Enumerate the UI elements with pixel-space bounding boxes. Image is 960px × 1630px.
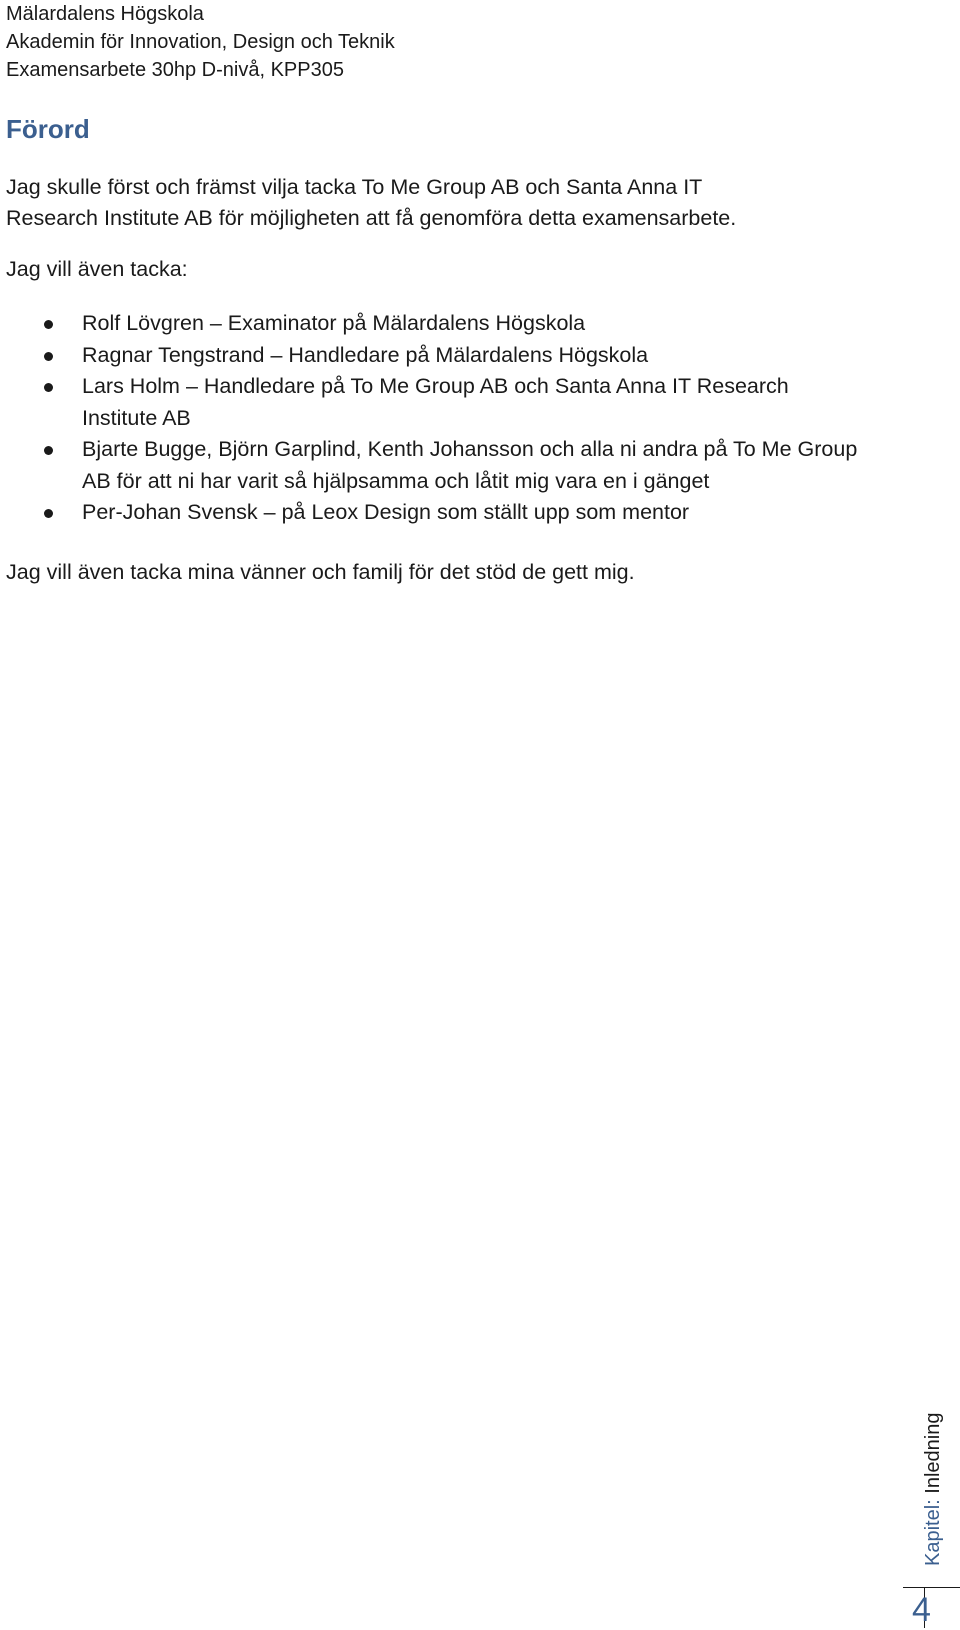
footer-divider-horizontal — [903, 1587, 960, 1588]
page-number: 4 — [912, 1591, 931, 1629]
list-item-text: Ragnar Tengstrand – Handledare på Mälardalens Högskola — [82, 342, 649, 367]
list-item — [40, 371, 860, 434]
header-academy: Akademin för Innovation, Design och Teknik — [6, 31, 395, 53]
header-university: Mälardalens Högskola — [6, 3, 204, 25]
chapter-side-label — [921, 1413, 945, 1566]
list-item — [40, 308, 860, 340]
header-course: Examensarbete 30hp D-nivå, KPP305 — [6, 59, 344, 81]
list-item — [40, 340, 860, 372]
bullet-icon — [44, 352, 53, 361]
chapter-prefix: Kapitel: — [922, 1499, 944, 1566]
thanks-lead: Jag vill även tacka: — [6, 257, 188, 281]
bullet-icon — [44, 446, 53, 455]
list-item — [40, 434, 860, 497]
list-item-text: Lars Holm – Handledare på To Me Group AB och Santa Anna IT Research Institute AB — [82, 374, 789, 430]
list-item — [40, 497, 860, 529]
bullet-icon — [44, 320, 53, 329]
closing-paragraph: Jag vill även tacka mina vänner och familj för det stöd de gett mig. — [6, 560, 635, 584]
chapter-name: Inledning — [922, 1412, 944, 1494]
bullet-icon — [44, 509, 53, 518]
intro-paragraph: Jag skulle först och främst vilja tacka To Me Group AB och Santa Anna IT Research Institute AB för möjligheten att få genomföra detta examensarbete. — [6, 175, 737, 230]
section-title: Förord — [6, 114, 90, 144]
list-item-text: Per-Johan Svensk – på Leox Design som ställt upp som mentor — [82, 500, 690, 524]
list-item-text: Rolf Lövgren – Examinator på Mälardalens Högskola — [82, 311, 586, 335]
list-item-text: Bjarte Bugge, Björn Garplind, Kenth Johansson och alla ni andra på To Me Group AB för att ni har varit så hjälpsamma och låtit mig vara en i gänget — [82, 437, 858, 493]
document-header — [6, 0, 395, 84]
thanks-list — [40, 308, 860, 529]
bullet-icon — [44, 383, 53, 392]
